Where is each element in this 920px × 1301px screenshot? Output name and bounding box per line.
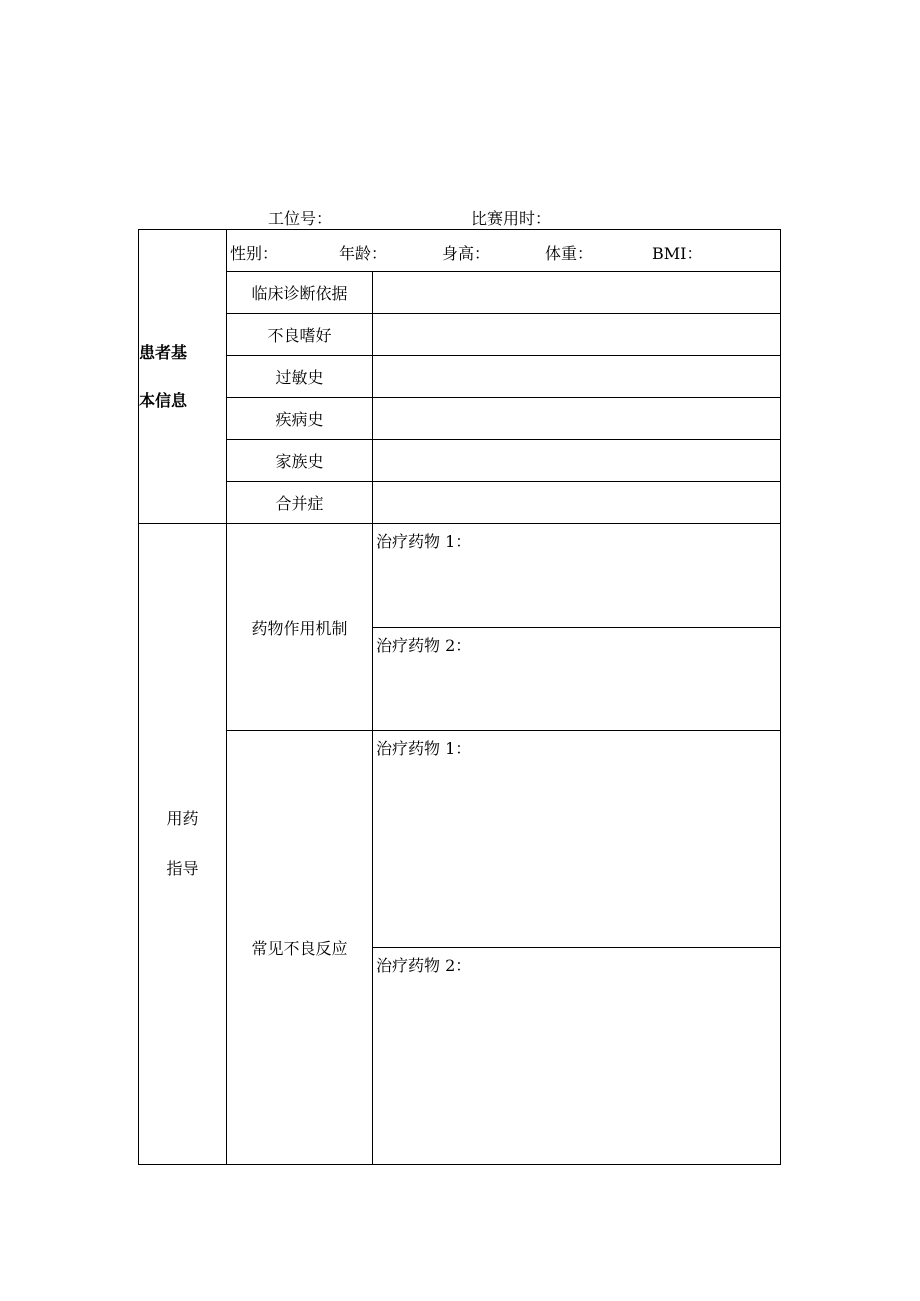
family-history-label: 家族史: [227, 440, 373, 482]
complications-label: 合并症: [227, 482, 373, 524]
patient-info-section-label: [139, 230, 227, 524]
clinical-diagnosis-label: 临床诊断依据: [227, 272, 373, 314]
allergy-history-label: 过敏史: [227, 356, 373, 398]
basic-measurements-row: [227, 230, 781, 272]
weight-field[interactable]: 体重：: [545, 244, 594, 263]
adverse-reactions-label: 常见不良反应: [227, 731, 373, 1165]
mechanism-drug2-field[interactable]: 治疗药物 2：: [373, 628, 781, 731]
patient-medication-form: [138, 229, 781, 1165]
disease-history-label: 疾病史: [227, 398, 373, 440]
adverse-drug1-field[interactable]: 治疗药物 1：: [373, 731, 781, 948]
competition-duration-label: 比赛用时：: [471, 209, 552, 228]
drug-mechanism-label: 药物作用机制: [227, 524, 373, 731]
patient-info-label-line1: 患者基: [139, 342, 188, 362]
medication-guidance-label-line2: 指导: [166, 859, 199, 878]
bad-habits-field[interactable]: [373, 314, 781, 356]
medication-guidance-label-line1: 用药: [166, 809, 199, 828]
allergy-history-field[interactable]: [373, 356, 781, 398]
station-number-label: 工位号：: [268, 209, 333, 228]
gender-field[interactable]: 性别：: [230, 244, 279, 263]
complications-field[interactable]: [373, 482, 781, 524]
adverse-drug2-field[interactable]: 治疗药物 2：: [373, 948, 781, 1165]
age-field[interactable]: 年龄：: [339, 244, 388, 263]
family-history-field[interactable]: [373, 440, 781, 482]
medication-guidance-section-label: [139, 524, 227, 1165]
mechanism-drug1-field[interactable]: 治疗药物 1：: [373, 524, 781, 628]
patient-info-label-line2: 本信息: [139, 390, 188, 410]
height-field[interactable]: 身高：: [442, 244, 491, 263]
clinical-diagnosis-field[interactable]: [373, 272, 781, 314]
bad-habits-label: 不良嗜好: [227, 314, 373, 356]
disease-history-field[interactable]: [373, 398, 781, 440]
bmi-field[interactable]: BMI：: [652, 244, 703, 263]
